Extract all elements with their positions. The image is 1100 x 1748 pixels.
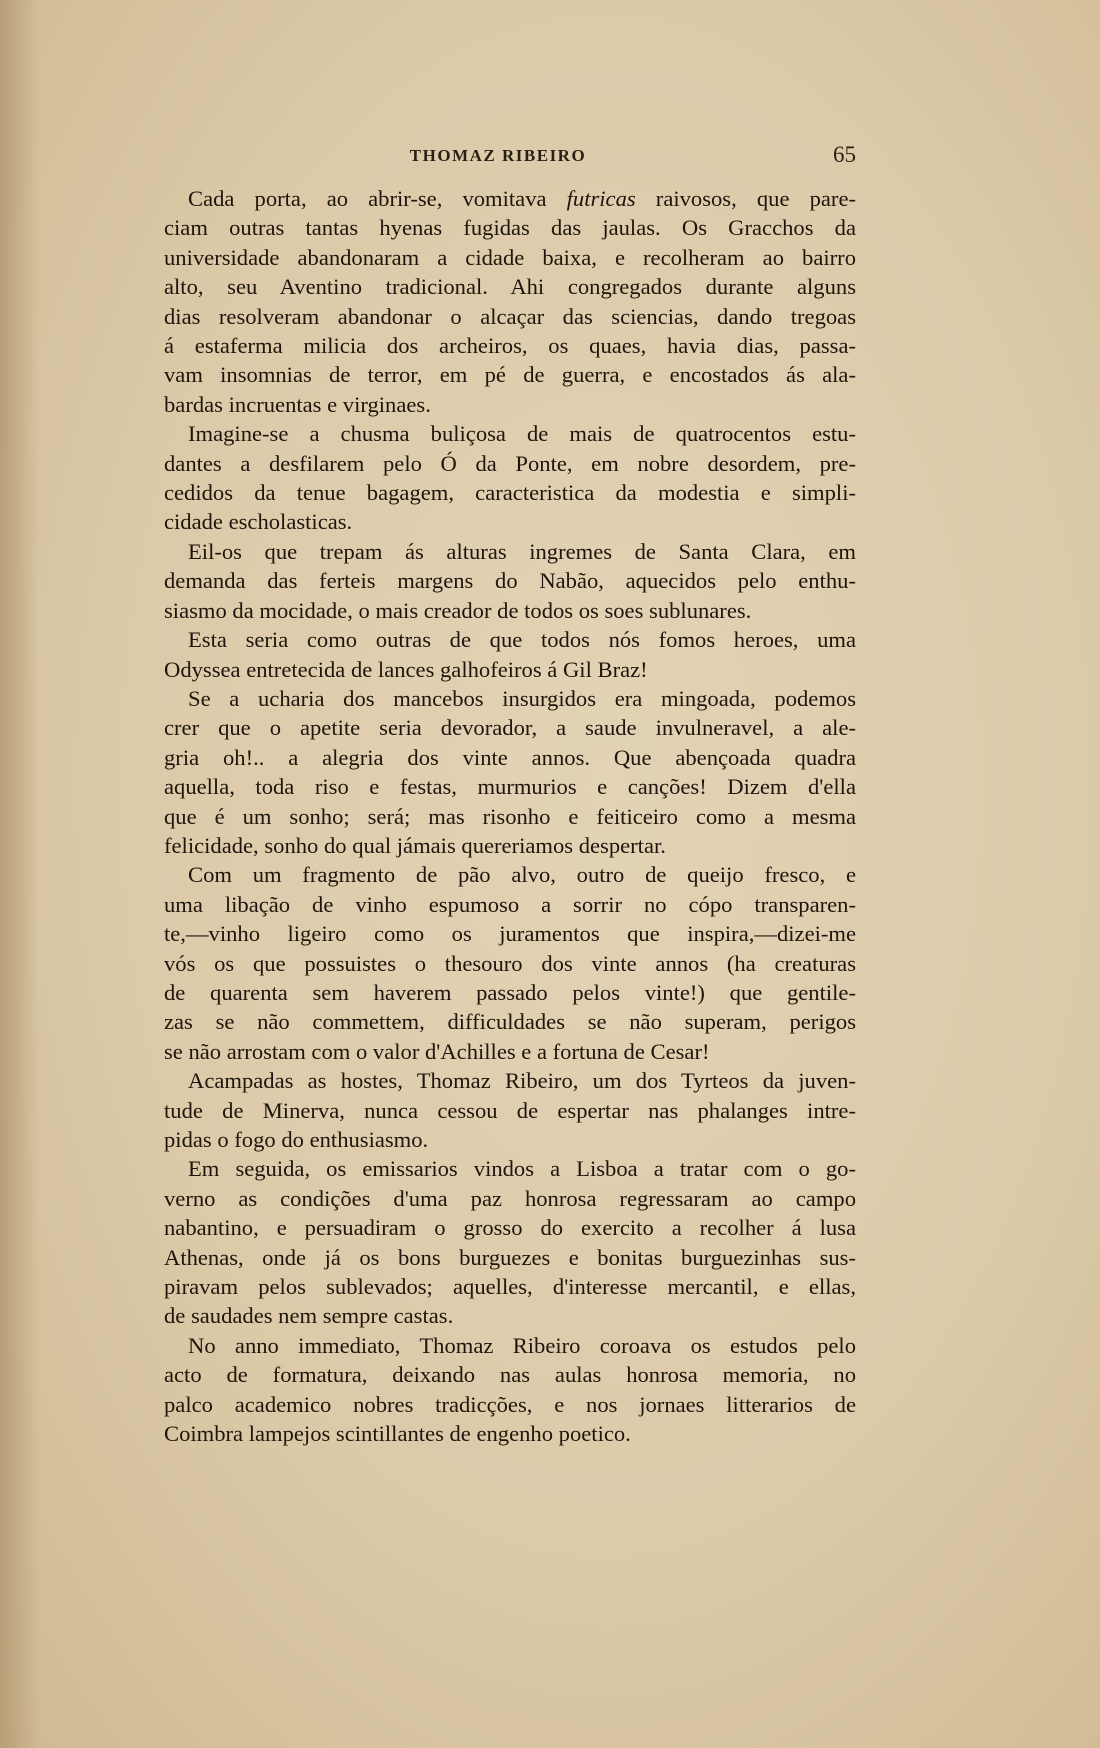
- text-line: [140, 743, 856, 772]
- text-run: vam insomnias de terror, em pé de guerra, e encostados ás ala-: [164, 362, 856, 388]
- text-run: Em seguida, os emissarios vindos a Lisboa a tratar com o go-: [188, 1156, 856, 1182]
- text-run: uma libação de vinho espumoso a sorrir no cópo transparen-: [164, 891, 856, 917]
- text-run: Imagine-se a chusma buliçosa de mais de quatrocentos estu-: [188, 421, 856, 447]
- text-run: palco academico nobres tradicções, e nos jornaes litterarios de: [164, 1391, 856, 1417]
- text-run: piravam pelos sublevados; aquelles, d'interesse mercantil, e ellas,: [164, 1274, 856, 1300]
- text-line: [140, 978, 856, 1007]
- paragraph: [140, 625, 856, 684]
- text-line: [140, 1037, 856, 1066]
- text-run: raivosos, que pare-: [635, 186, 856, 211]
- page-number: 65: [833, 142, 856, 167]
- text-run: siasmo da mocidade, o mais creador de todos os soes sublunares.: [164, 597, 752, 623]
- text-line: [140, 302, 856, 331]
- text-run: dantes a desfilarem pelo Ó da Ponte, em nobre desordem, pre-: [164, 450, 856, 476]
- text-line: [140, 1243, 856, 1272]
- text-line: [140, 949, 856, 978]
- text-line: [140, 360, 856, 389]
- text-line: [140, 890, 856, 919]
- paragraph: [140, 184, 856, 419]
- text-line: [140, 478, 856, 507]
- running-head: [140, 142, 856, 172]
- text-line: [140, 566, 856, 595]
- text-line: [140, 1419, 856, 1448]
- text-run: Com um fragmento de pão alvo, outro de queijo fresco, e: [188, 862, 856, 888]
- text-line: [140, 1066, 856, 1095]
- text-run: de saudades nem sempre castas.: [164, 1303, 454, 1329]
- paragraph: [140, 1154, 856, 1330]
- text-run: dias resolveram abandonar o alcaçar das sciencias, dando tregoas: [164, 303, 856, 329]
- text-run: de quarenta sem haverem passado pelos vinte!) que gentile-: [164, 979, 856, 1005]
- text-run: Se a ucharia dos mancebos insurgidos era mingoada, podemos: [188, 685, 856, 711]
- text-line: [140, 537, 856, 566]
- paragraph: [140, 1066, 856, 1154]
- text-run: tude de Minerva, nunca cessou de espertar nas phalanges intre-: [164, 1097, 856, 1123]
- text-run: zas se não commettem, difficuldades se não superam, perigos: [164, 1009, 856, 1035]
- paragraph: [140, 684, 856, 860]
- text-line: [140, 1213, 856, 1242]
- text-line: [140, 1096, 856, 1125]
- text-run: verno as condições d'uma paz honrosa regressaram ao campo: [164, 1185, 856, 1211]
- text-line: [140, 419, 856, 448]
- text-run: que é um sonho; será; mas risonho e feiticeiro como a mesma: [164, 803, 856, 829]
- text-line: [140, 1154, 856, 1183]
- text-run: Athenas, onde já os bons burguezes e bonitas burguezinhas sus-: [164, 1244, 856, 1270]
- text-run: Odyssea entretecida de lances galhofeiros á Gil Braz!: [164, 656, 648, 682]
- text-line: [140, 1184, 856, 1213]
- text-run: Eil-os que trepam ás alturas ingremes de Santa Clara, em: [188, 538, 856, 564]
- text-line: [140, 272, 856, 301]
- running-title: THOMAZ RIBEIRO: [409, 146, 587, 165]
- text-run: Esta seria como outras de que todos nós fomos heroes, uma: [188, 627, 856, 653]
- text-run: nabantino, e persuadiram o grosso do exercito a recolher á lusa: [164, 1215, 856, 1241]
- text-line: [140, 331, 856, 360]
- text-run: bardas incruentas e virginaes.: [164, 391, 431, 417]
- text-run: Coimbra lampejos scintillantes de engenho poetico.: [164, 1421, 631, 1447]
- text-line: [140, 831, 856, 860]
- text-line: [140, 625, 856, 654]
- text-line: [140, 213, 856, 242]
- text-run: á estaferma milicia dos archeiros, os quaes, havia dias, passa-: [164, 333, 856, 359]
- text-run: alto, seu Aventino tradicional. Ahi congregados durante alguns: [164, 274, 856, 300]
- text-run: felicidade, sonho do qual jámais quereriamos despertar.: [164, 832, 666, 858]
- paragraph: [140, 1331, 856, 1449]
- text-line: [140, 1272, 856, 1301]
- text-line: [140, 1331, 856, 1360]
- text-run: Cada porta, ao abrir-se, vomitava: [188, 186, 567, 211]
- text-line: [140, 1007, 856, 1036]
- text-line: [140, 772, 856, 801]
- text-line: [140, 449, 856, 478]
- text-line: [140, 919, 856, 948]
- text-run: gria oh!.. a alegria dos vinte annos. Que abençoada quadra: [164, 744, 856, 770]
- text-run: cedidos da tenue bagagem, caracteristica da modestia e simpli-: [164, 480, 856, 506]
- text-line: [140, 390, 856, 419]
- text-line: [140, 1301, 856, 1330]
- text-line: [140, 243, 856, 272]
- body-text: [140, 184, 856, 1448]
- text-line: [140, 1125, 856, 1154]
- text-run: crer que o apetite seria devorador, a saude invulneravel, a ale-: [164, 715, 856, 741]
- text-run: te,—vinho ligeiro como os juramentos que inspira,—dizei-me: [164, 921, 856, 947]
- text-line: [140, 860, 856, 889]
- text-run: se não arrostam com o valor d'Achilles e a fortuna de Cesar!: [164, 1038, 710, 1064]
- italic-text-run: futricas: [566, 186, 636, 211]
- text-run: ciam outras tantas hyenas fugidas das jaulas. Os Gracchos da: [164, 215, 856, 241]
- text-line: [140, 684, 856, 713]
- text-line: [140, 655, 856, 684]
- spine-shadow: [0, 0, 40, 1748]
- text-run: Acampadas as hostes, Thomaz Ribeiro, um dos Tyrteos da juven-: [188, 1068, 856, 1094]
- text-line: [140, 1360, 856, 1389]
- text-line: [140, 1390, 856, 1419]
- text-run: acto de formatura, deixando nas aulas honrosa memoria, no: [164, 1362, 856, 1388]
- text-line: [140, 596, 856, 625]
- paragraph: [140, 860, 856, 1066]
- text-run: pidas o fogo do enthusiasmo.: [164, 1127, 429, 1152]
- text-run: aquella, toda riso e festas, murmurios e canções! Dizem d'ella: [164, 774, 856, 800]
- text-run: No anno immediato, Thomaz Ribeiro coroava os estudos pelo: [188, 1332, 856, 1358]
- text-run: vós os que possuistes o thesouro dos vinte annos (ha creaturas: [164, 950, 856, 976]
- text-run: cidade escholasticas.: [164, 509, 353, 535]
- text-line: [140, 184, 856, 213]
- text-line: [140, 713, 856, 742]
- text-run: demanda das ferteis margens do Nabão, aquecidos pelo enthu-: [164, 568, 856, 594]
- text-line: [140, 507, 856, 536]
- text-line: [140, 802, 856, 831]
- paragraph: [140, 537, 856, 625]
- paragraph: [140, 419, 856, 537]
- text-run: universidade abandonaram a cidade baixa, e recolheram ao bairro: [164, 244, 856, 270]
